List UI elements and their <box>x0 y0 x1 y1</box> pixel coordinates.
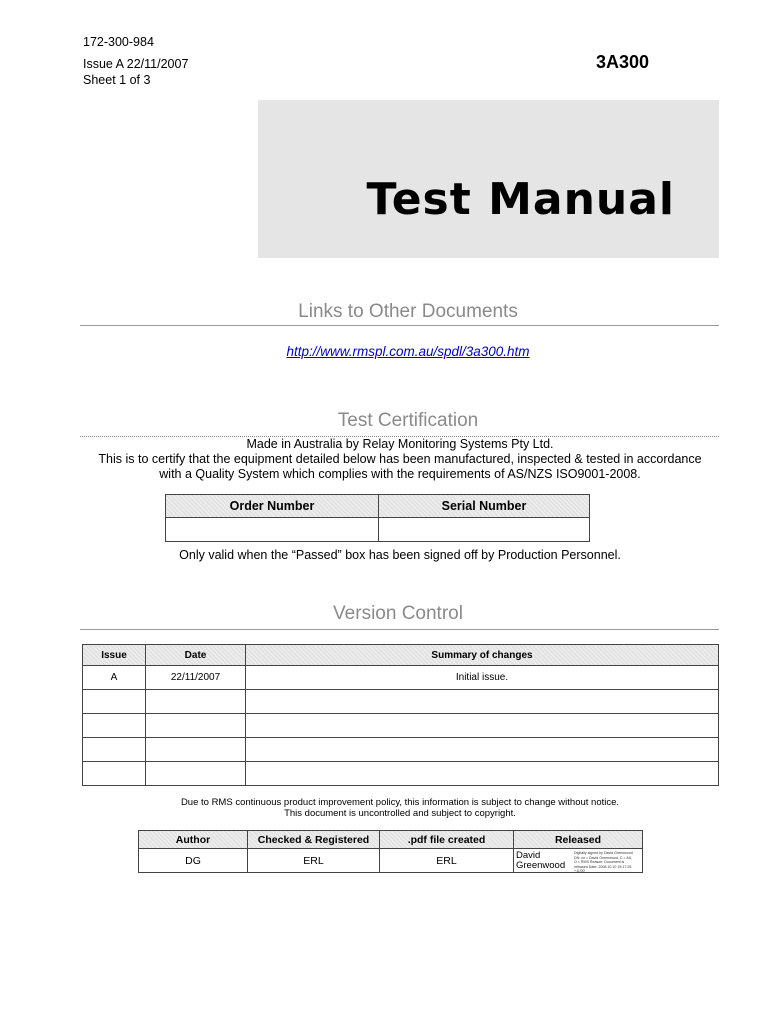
document-code: 3A300 <box>596 52 650 72</box>
version-rule <box>80 629 719 630</box>
table-row <box>83 738 719 762</box>
version-header-row <box>83 645 719 666</box>
signature-detail: Digitally signed by David Greenwood DN: cn = David Greenwood, C = AU, O = RMS Reason: Document is released Date: 2008.10.10 15:17:25 +11'00' <box>574 851 633 873</box>
summary-cell <box>246 690 719 714</box>
links-rule <box>80 325 719 326</box>
title-banner <box>258 100 719 258</box>
checked-header: Checked & Registered <box>248 831 380 849</box>
order-number-header: Order Number <box>166 495 379 518</box>
issue-header: Issue <box>83 645 146 666</box>
validity-note: Only valid when the “Passed” box has been signed off by Production Personnel. <box>179 548 621 562</box>
certification-heading: Test Certification <box>337 410 479 431</box>
released-header: Released <box>514 831 643 849</box>
footer-note-line-2: This document is uncontrolled and subject to copyright. <box>284 808 516 819</box>
certification-text <box>20 437 770 482</box>
version-control-table <box>82 644 719 786</box>
links-heading: Links to Other Documents <box>298 301 518 322</box>
serial-number-cell[interactable] <box>379 518 590 542</box>
summary-cell <box>246 738 719 762</box>
date-cell: 22/11/2007 <box>146 666 246 690</box>
page-title: Test Manual <box>366 174 675 225</box>
version-control-heading: Version Control <box>333 603 463 624</box>
pdf-created-cell: ERL <box>380 849 514 873</box>
table-row <box>83 690 719 714</box>
certification-line-1: Made in Australia by Relay Monitoring Systems Pty Ltd. <box>246 437 554 451</box>
certification-table <box>165 494 590 542</box>
date-cell <box>146 714 246 738</box>
issue-cell <box>83 762 146 786</box>
issue-cell: A <box>83 666 146 690</box>
summary-cell <box>246 714 719 738</box>
serial-number-header: Serial Number <box>379 495 590 518</box>
author-header: Author <box>139 831 248 849</box>
author-cell: DG <box>139 849 248 873</box>
table-row <box>83 666 719 690</box>
summary-cell <box>246 762 719 786</box>
table-row <box>83 762 719 786</box>
certification-line-2: This is to certify that the equipment detailed below has been manufactured, inspected & tested in accordance <box>98 452 702 466</box>
footer-note-line-1: Due to RMS continuous product improvement policy, this information is subject to change without notice. <box>180 797 620 808</box>
table-row <box>83 714 719 738</box>
checked-cell: ERL <box>248 849 380 873</box>
date-header: Date <box>146 645 246 666</box>
signature-name: David Greenwood <box>516 850 566 871</box>
certification-line-3: with a Quality System which complies with the requirements of AS/NZS ISO9001-2008. <box>159 467 641 481</box>
document-link[interactable]: http://www.rmspl.com.au/spdl/3a300.htm <box>286 344 530 359</box>
summary-header: Summary of changes <box>246 645 719 666</box>
footer-note <box>20 797 770 819</box>
version-heading-wrap <box>258 603 538 625</box>
signature-cell <box>514 849 643 873</box>
release-table <box>138 830 643 873</box>
date-cell <box>146 690 246 714</box>
document-number: 172-300-984 <box>83 35 154 49</box>
links-heading-wrap <box>258 301 558 323</box>
pdf-created-header: .pdf file created <box>380 831 514 849</box>
summary-cell: Initial issue. <box>246 666 719 690</box>
date-cell <box>146 738 246 762</box>
issue-cell <box>83 690 146 714</box>
date-cell <box>146 762 246 786</box>
order-number-cell[interactable] <box>166 518 379 542</box>
issue-cell <box>83 714 146 738</box>
issue-label: Issue A 22/11/2007 <box>83 57 189 71</box>
issue-cell <box>83 738 146 762</box>
cert-heading-wrap <box>258 410 558 432</box>
sheet-label: Sheet 1 of 3 <box>83 73 151 87</box>
